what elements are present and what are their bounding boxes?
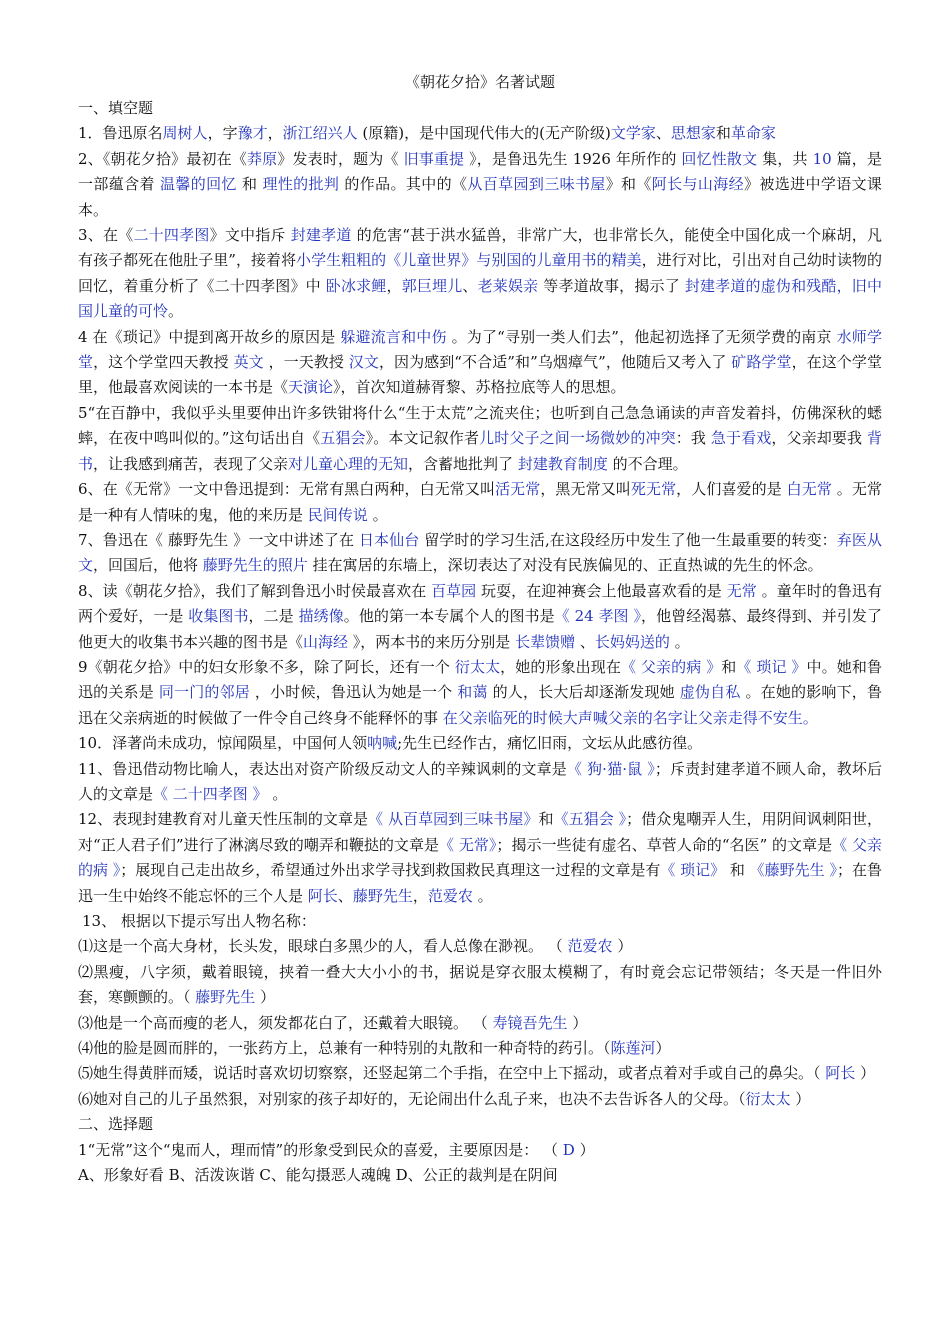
question-text: 》，首次知道赫胥黎、苏格拉底等人的思想。 <box>333 378 626 397</box>
answer-text: 《 父亲的病 》 <box>620 657 722 676</box>
paragraph <box>78 960 882 1011</box>
question-text: ， <box>386 276 402 295</box>
question-text: ，字 <box>207 124 238 143</box>
answer-text: 范爱农 <box>567 937 613 956</box>
answer-text: 阿长与山海经 <box>651 175 744 194</box>
question-text: 1．鲁迅原名 <box>78 124 163 143</box>
paragraph <box>78 1087 882 1112</box>
paragraph <box>78 121 882 146</box>
question-text: 4 在《琐记》中提到离开故乡的原因是 <box>78 327 341 346</box>
answer-text: 矿路学堂 <box>731 353 792 372</box>
question-text: ⑷他的脸是圆而胖的，一张药方上，总兼有一种特别的丸散和一种奇特的药引。（ <box>78 1039 611 1058</box>
question-text: ） <box>567 1013 588 1032</box>
question-text: 8、读《朝花夕拾》，我们了解到鲁迅小时侯最喜欢在 <box>78 581 432 600</box>
answer-text: 卧冰求鲤 <box>325 276 387 295</box>
question-text: 等孝道故事，揭示了 <box>538 276 685 295</box>
question-text: 9《朝花夕拾》中的妇女形象不多，除了阿长，还有一个 <box>78 657 455 676</box>
paragraph <box>78 528 882 579</box>
question-text: 和 <box>715 124 731 143</box>
answer-text: 描绣像 <box>298 607 344 626</box>
answer-text: 文学家 <box>610 124 656 143</box>
question-text: 12、表现封建教育对儿童天性压制的文章是 <box>78 810 369 829</box>
question-text: 。 <box>669 632 690 651</box>
paragraph <box>78 579 882 655</box>
question-text: 》，是鲁迅先生 1926 年所作的 <box>464 149 682 168</box>
question-text: ，因为感到“不合适”和”乌烟瘴气”，他随后又考入了 <box>378 353 732 372</box>
answer-text: 陈莲河 <box>610 1039 656 1058</box>
question-text: 11、鲁迅借动物比喻人，表达出对资产阶级反动文人的辛辣讽刺的文章是 <box>78 759 567 778</box>
answer-text: 《 二十四孝图 》 <box>153 784 268 803</box>
answer-text: 阿长 <box>307 886 338 905</box>
question-text: 集，共 <box>757 149 813 168</box>
question-text: ，黑无常又叫 <box>540 480 631 499</box>
question-text: 3、在《 <box>78 226 134 245</box>
paragraph <box>78 731 882 756</box>
question-text: ⑸她生得黄胖而矮，说话时喜欢切切察察，还竖起第二个手指，在空中上下摇动，或者点着对手或自己的鼻尖。（ <box>78 1064 826 1083</box>
question-text: ， <box>267 124 283 143</box>
answer-text: 二十四孝图 <box>133 226 210 245</box>
paragraph <box>78 1163 882 1188</box>
answer-text: 浙江绍兴人 <box>282 124 358 143</box>
answer-text: 藤野先生 <box>195 988 256 1007</box>
question-text: 、 <box>337 886 353 905</box>
answer-text: 和蔼 <box>457 683 488 702</box>
answer-text: 藤野先生 <box>352 886 413 905</box>
question-text: 》和《 <box>605 175 652 194</box>
answer-text: 对儿童心理的无知 <box>288 454 409 473</box>
question-text: 挂在寓居的东墙上，深切表达了对没有民族偏见的、正直热诚的先生的怀念。 <box>307 556 823 575</box>
answer-text: 五猖会 <box>320 429 366 448</box>
answer-text: 水师学堂 <box>78 327 882 372</box>
answer-text: 理性的批判 <box>262 175 340 194</box>
answer-text: 《 24 孝图 》 <box>554 607 642 626</box>
paragraph <box>78 1011 882 1036</box>
question-text: 5“在百静中，我似乎头里要伸出许多铁钳将什么“生于太荒”之流夹住；也听到自己急急诵读的声音发着抖，仿佛深秋的蟋蟀，在夜中鸣叫似的。”这句话出自《 <box>78 403 882 448</box>
paragraph <box>78 1061 882 1086</box>
answer-text: 阿长 <box>825 1064 856 1083</box>
question-text: 、 <box>575 632 595 651</box>
question-text: 》文中指斥 <box>209 226 291 245</box>
question-text: ） <box>574 1140 595 1159</box>
paragraph <box>78 1138 882 1163</box>
question-text: 10．泽著尚未成功，惊闻陨星，中国何人领 <box>78 734 368 753</box>
paragraph <box>78 655 882 731</box>
question-text: ；展现自己走出故乡，希望通过外出求学寻找到救国救民真理这一过程的文章是有 <box>120 861 661 880</box>
question-text: ;先生已经作古，痛忆旧雨，文坛从此感彷徨。 <box>397 734 703 753</box>
answer-text: 天演论 <box>288 378 334 397</box>
question-text: ，让我感到痛苦，表现了父亲 <box>93 454 289 473</box>
question-text: ⑶他是一个高而瘦的老人，须发都花白了，还戴着大眼镜。 （ <box>78 1013 493 1032</box>
paragraph <box>78 909 882 934</box>
answer-text: 长妈妈送的 <box>594 632 670 651</box>
paragraph <box>78 757 882 808</box>
answer-text: 回忆性散文 <box>681 149 758 168</box>
question-text: 和 <box>538 810 554 829</box>
question-text: 和 <box>236 175 263 194</box>
question-text: ；斥责封建孝道不顾人命，教坏后人的文章是 <box>78 759 882 803</box>
answer-text: 民间传说 <box>307 505 368 524</box>
question-text: ⑹她对自己的儿子虽然狠，对别家的孩子却好的，无论闹出什么乱子来，也决不去告诉各人的父母。（ <box>78 1089 746 1108</box>
question-text: ；在鲁迅一生中始终不能忘怀的三个人是 <box>78 861 882 905</box>
answer-text: 收集图书 <box>188 607 249 626</box>
question-text: 的不合理。 <box>607 454 688 473</box>
question-text: 。 <box>267 784 288 803</box>
answer-text: 《 琐记》 <box>660 861 726 880</box>
question-text: 。童年时的鲁迅有两个爱好，一是 <box>78 581 882 626</box>
answer-text: 周树人 <box>162 124 208 143</box>
answer-text: 呐喊 <box>367 734 398 753</box>
question-text: ） <box>612 937 633 956</box>
question-text: 。 <box>367 505 388 524</box>
answer-text: 封建孝道 <box>290 226 352 245</box>
question-text: ，父亲却要我 <box>771 429 867 448</box>
answer-text: 衍太太 <box>745 1089 791 1108</box>
question-text: 。为了“寻别一类人们去”，他起初选择了无须学费的南京 <box>446 327 837 346</box>
question-text: 的作品。其中的《 <box>339 175 468 194</box>
answer-text: 儿时父子之间一场微妙的冲突 <box>479 429 676 448</box>
question-text: ，含蓄地批判了 <box>408 454 518 473</box>
answer-text: 死无常 <box>630 480 677 499</box>
answer-text: 无常 <box>726 581 757 600</box>
answer-text: 小学生粗粗的《儿童世界》与别国的儿童用书的精美 <box>296 251 642 270</box>
question-text: 留学时的学习生活,在这段经历中发生了他一生最重要的转变： <box>419 530 837 549</box>
answer-text: 革命家 <box>730 124 776 143</box>
paragraph <box>78 1036 882 1061</box>
answer-text: 背书 <box>78 429 882 473</box>
answer-text: 在父亲临死的时候大声喊父亲的名字让父亲走得不安生。 <box>442 708 818 727</box>
question-text: ，人们喜爱的是 <box>676 480 787 499</box>
paragraph <box>78 147 882 223</box>
question-text: 二、选择题 <box>78 1115 154 1134</box>
answer-text: 山海经 <box>303 632 349 651</box>
question-text: 一、填空题 <box>78 99 154 117</box>
question-text: 篇，是一部蕴含着 <box>78 149 882 194</box>
question-text: ：我 <box>675 429 711 448</box>
question-text: 。 <box>472 886 493 905</box>
answer-text: 藤野先生的照片 <box>202 556 308 575</box>
answer-text: D <box>562 1140 575 1159</box>
paragraph <box>78 96 882 121</box>
answer-text: 老莱娱亲 <box>477 276 539 295</box>
question-text: ） <box>855 1064 876 1083</box>
question-text: ；揭示一些徒有虚名、草菅人命的“名医” 的文章是 <box>496 835 833 854</box>
answer-text: 弃医从文 <box>78 530 882 575</box>
question-text: 玩耍，在迎神赛会上他最喜欢看的是 <box>476 581 727 600</box>
document-title: 《朝花夕拾》名著试题 <box>404 73 555 91</box>
answer-text: 白无常 <box>786 480 832 499</box>
answer-text: 《 从百草园到三味书屋》 <box>368 810 539 829</box>
answer-text: 10 <box>812 149 832 168</box>
question-text: 中。她和鲁迅的关系是 <box>78 657 882 702</box>
answer-text: 范爱农 <box>427 886 473 905</box>
question-text: ） <box>255 988 276 1007</box>
question-text: A、形象好看 B、活泼诙谐 C、能勾摄恶人魂魄 D、公正的裁判是在阴间 <box>78 1166 558 1185</box>
answer-text: 衍太太 <box>454 657 501 676</box>
answer-text: 旧事重提 <box>403 149 465 168</box>
question-text: 、 <box>655 124 671 143</box>
question-text: 的人，长大后却逐渐发现她 <box>487 683 680 702</box>
question-text: ，在这个学堂里，他最喜欢阅读的一本书是《 <box>78 353 882 397</box>
question-text: 、 <box>462 276 478 295</box>
question-text: ，一天教授 <box>263 353 349 372</box>
question-text: ⑴这是一个高大身材，长头发，眼球白多黑少的人，看人总像在渺视。 （ <box>78 937 568 956</box>
question-text: 和 <box>725 861 750 880</box>
answer-text: 思想家 <box>670 124 716 143</box>
answer-text: 活无常 <box>495 480 541 499</box>
answer-text: 同一门的邻居 <box>158 683 250 702</box>
question-text: ，回国后，他将 <box>93 556 203 575</box>
question-text: ，这个学堂四天教授 <box>93 353 234 372</box>
question-text: 。在她的影响下，鲁迅在父亲病逝的时候做了一件令自己终身不能释怀的事 <box>78 683 882 727</box>
paragraph <box>78 477 882 528</box>
answer-text: 英文 <box>233 353 264 372</box>
question-text: ） <box>655 1039 671 1058</box>
answer-text: 封建教育制度 <box>517 454 608 473</box>
question-text: 6、在《无常》一文中鲁迅提到：无常有黑白两种，白无常又叫 <box>78 480 496 499</box>
question-text: 》被选进中学语文课本。 <box>78 175 882 219</box>
answer-text: 虚伪自私 <box>679 683 741 702</box>
question-text: 》发表时，题为《 <box>277 149 404 168</box>
question-text: ，二是 <box>248 607 299 626</box>
answer-text: 《 狗·猫·鼠 》 <box>566 759 655 778</box>
question-text: ， <box>412 886 428 905</box>
paragraph <box>78 325 882 401</box>
question-text: ，他曾经渴慕、最终得到、并引发了他更大的收集书本兴趣的图书是《 <box>78 607 882 651</box>
question-text: ，小时候，鲁迅认为她是一个 <box>249 683 458 702</box>
question-text: 2、《朝花夕拾》最初在《 <box>78 149 247 168</box>
question-text: 。他的第一本专属个人的图书是 <box>343 607 555 626</box>
question-text: 的危害“甚于洪水猛兽，非常广大，也非常长久，能使全中国化成一个麻胡，凡有孩子都死在他肚子里”，接着将 <box>78 226 882 270</box>
question-text: 。 <box>168 302 184 321</box>
answer-text: 莽原 <box>247 149 278 168</box>
question-text: (原籍)，是中国现代伟大的(无产阶级) <box>357 124 611 143</box>
answer-text: 封建孝道的虚伪和残酷，旧中国儿童的可怜 <box>78 276 882 321</box>
answer-text: 《 无常》 <box>439 835 497 854</box>
answer-text: 躲避流言和中伤 <box>340 327 447 346</box>
answer-text: 长辈馈赠 <box>515 632 576 651</box>
answer-text: 《 琐记 》 <box>736 657 807 676</box>
paragraph <box>78 401 882 477</box>
question-text: 》，两本书的来历分别是 <box>348 632 516 651</box>
question-text: ） <box>790 1089 811 1108</box>
question-text: 。无常是一种有人情味的鬼，他的来历是 <box>78 480 882 524</box>
answer-text: 《 父亲的病 》 <box>78 835 882 880</box>
document-body <box>78 96 882 1188</box>
question-text: 13、 根据以下提示写出人物名称： <box>82 912 316 930</box>
answer-text: 百草园 <box>431 581 477 600</box>
paragraph <box>78 807 882 909</box>
answer-text: 寿镜吾先生 <box>492 1013 568 1032</box>
answer-text: 日本仙台 <box>358 530 420 549</box>
question-text: 7、鲁迅在《 藤野先生 》一文中讲述了在 <box>78 530 359 549</box>
paragraph <box>78 934 882 959</box>
paragraph <box>78 1112 882 1137</box>
answer-text: 汉文 <box>348 353 379 372</box>
question-text: ；借众鬼嘲弄人生，用阴间讽刺阳世，对“正人君子们”进行了淋漓尽致的嘲弄和鞭挞的文章是 <box>78 810 882 854</box>
question-text: ⑵黑瘦，八字须，戴着眼镜，挟着一叠大大小小的书，据说是穿衣服太模糊了，有时竟会忘记带领结；冬天是一件旧外套，寒颤颤的。（ <box>78 962 882 1007</box>
answer-text: 急于看戏 <box>710 429 772 448</box>
answer-text: 《藤野先生 》 <box>749 861 837 880</box>
question-text: 》。本文记叙作者 <box>365 429 480 448</box>
paragraph <box>78 223 882 325</box>
answer-text: 郭巨埋儿 <box>401 276 463 295</box>
answer-text: 《五猖会 》 <box>553 810 627 829</box>
question-text: ，进行对比，引出对自己幼时读物的回忆，着重分析了《二十四孝图》中 <box>78 251 882 295</box>
answer-text: 豫才 <box>237 124 268 143</box>
question-text: ，她的形象出现在 <box>500 657 621 676</box>
answer-text: 从百草园到三味书屋 <box>467 175 606 194</box>
question-text: 1“无常”这个“鬼而人，理而情”的形象受到民众的喜爱，主要原因是： （ <box>78 1140 563 1159</box>
question-text: 和 <box>721 657 737 676</box>
answer-text: 温馨的回忆 <box>159 175 237 194</box>
